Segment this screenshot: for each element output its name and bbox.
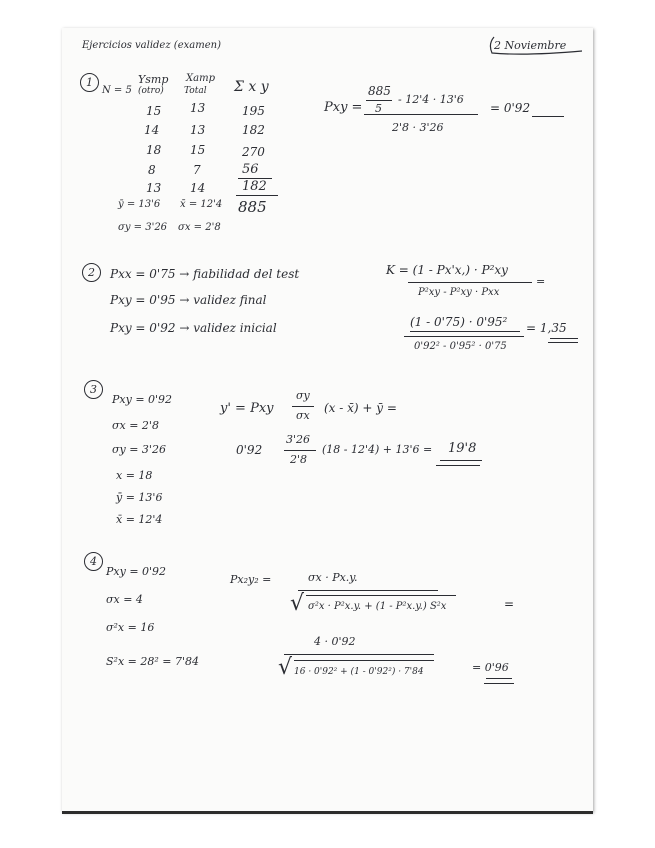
ex1-frac-top: 885 bbox=[368, 84, 391, 98]
ex4-given: S²x = 28² = 7'84 bbox=[106, 655, 199, 668]
ex3-formula-rest: (x - x̄) + ȳ = bbox=[324, 401, 397, 415]
ex2-k-frac-line bbox=[408, 282, 532, 283]
ex1-col-y-subheader: (otro) bbox=[138, 86, 164, 96]
ex3-given: Pxy = 0'92 bbox=[112, 393, 173, 406]
ex4-result-underline-2 bbox=[484, 683, 514, 684]
ex4-sub-sqrt-symbol: √ bbox=[278, 655, 293, 680]
ex4-sub-denominator: 16 · 0'92² + (1 - 0'92²) · 7'84 bbox=[294, 667, 424, 677]
ex4-given: σx = 4 bbox=[106, 593, 143, 606]
ex1-sum-line bbox=[236, 195, 278, 196]
ex1-frac-line bbox=[366, 100, 392, 101]
table-cell: 195 bbox=[242, 104, 265, 118]
ex2-line-2: Pxy = 0'95 → validez final bbox=[110, 293, 267, 307]
ex3-formula-lhs: y' = Pxy bbox=[220, 401, 274, 416]
notebook-page bbox=[62, 28, 593, 812]
ex2-sub-frac-line bbox=[404, 336, 524, 337]
ex2-substituted-denominator: 0'92² - 0'95² · 0'75 bbox=[414, 341, 507, 352]
ex2-line-3: Pxy = 0'92 → validez inicial bbox=[110, 321, 277, 335]
ex2-num-underline bbox=[410, 331, 520, 332]
ex3-result: 19'8 bbox=[448, 441, 477, 456]
ex4-result: = 0'96 bbox=[472, 661, 509, 674]
ex4-result-underline-1 bbox=[486, 678, 512, 679]
table-cell: 13 bbox=[146, 181, 162, 195]
ex1-underline bbox=[238, 178, 272, 179]
ex2-substituted-numerator: (1 - 0'75) · 0'95² bbox=[410, 315, 508, 329]
ex3-given: ȳ = 13'6 bbox=[116, 491, 163, 504]
table-cell: 15 bbox=[190, 143, 206, 157]
ex1-sum-xy: 885 bbox=[238, 198, 267, 216]
table-cell: 13 bbox=[190, 101, 206, 115]
ex2-k-denominator: P²xy - P²xy · Pxx bbox=[418, 287, 500, 298]
ex1-col-y-header: Ysmp bbox=[138, 73, 169, 86]
table-cell: 182 bbox=[242, 179, 267, 194]
ex1-mean-y: ȳ = 13'6 bbox=[118, 199, 161, 210]
ex2-k-numerator: K = (1 - Px'x,) · P²xy bbox=[386, 263, 508, 277]
ex2-k-equals: = bbox=[536, 275, 546, 288]
page-bottom-edge bbox=[62, 811, 593, 814]
ex1-result-underline bbox=[532, 116, 564, 117]
ex2-result-underline-2 bbox=[548, 342, 578, 343]
ex3-result-underline-1 bbox=[440, 460, 482, 461]
ex3-given: σx = 2'8 bbox=[112, 419, 159, 432]
ex4-sub-numerator: 4 · 0'92 bbox=[314, 635, 356, 648]
ex4-given: Pxy = 0'92 bbox=[106, 565, 167, 578]
ex3-result-underline-2 bbox=[436, 465, 480, 466]
ex3-given: x = 18 bbox=[116, 469, 153, 482]
ex2-line-1: Pxx = 0'75 → fiabilidad del test bbox=[110, 267, 300, 281]
date-bracket bbox=[486, 34, 586, 58]
ex1-formula-lhs: Pxy = bbox=[324, 100, 363, 115]
ex1-col-xy-header: Σ x y bbox=[234, 79, 269, 95]
ex1-sigma-y: σy = 3'26 bbox=[118, 222, 168, 233]
ex4-formula-numerator: σx · Px.y. bbox=[308, 571, 358, 584]
ex1-mean-x: x̄ = 12'4 bbox=[180, 199, 223, 210]
table-cell: 7 bbox=[193, 163, 201, 177]
ex4-sqrt-bar bbox=[306, 595, 456, 596]
ex4-formula-equals: = bbox=[504, 597, 515, 611]
ex3-sub-frac-line bbox=[284, 450, 316, 451]
ex1-frac-bottom: 5 bbox=[375, 102, 382, 115]
ex4-sub-frac-line bbox=[284, 654, 434, 655]
ex4-frac-line bbox=[298, 590, 438, 591]
page-title: Ejercicios validez (examen) bbox=[82, 40, 221, 51]
page-date: 2 Noviembre bbox=[494, 39, 567, 52]
ex1-num-rest: - 12'4 · 13'6 bbox=[398, 93, 464, 106]
table-cell: 8 bbox=[148, 163, 156, 177]
ex4-formula-lhs: Px₂y₂ = bbox=[230, 573, 272, 586]
exercise-3-number: 3 bbox=[84, 380, 103, 399]
ex1-denominator: 2'8 · 3'26 bbox=[392, 121, 444, 134]
table-cell: 18 bbox=[146, 143, 162, 157]
table-cell: 182 bbox=[242, 123, 265, 137]
exercise-4-number: 4 bbox=[84, 552, 103, 571]
ex3-frac-line bbox=[292, 406, 314, 407]
ex3-given: σy = 3'26 bbox=[112, 443, 166, 456]
ex4-formula-denominator: σ²x · P²x.y. + (1 - P²x.y.) S²x bbox=[308, 601, 447, 612]
ex3-frac-top: σy bbox=[296, 389, 310, 402]
ex1-col-x-header: Xamp bbox=[186, 73, 215, 84]
table-cell: 270 bbox=[242, 145, 265, 159]
ex1-col-x-subheader: Total bbox=[184, 86, 207, 96]
ex3-sub-coefficient: 0'92 bbox=[236, 443, 263, 457]
ex3-sub-frac-top: 3'26 bbox=[286, 433, 311, 446]
table-cell: 15 bbox=[146, 104, 162, 118]
ex4-sub-sqrt-bar bbox=[294, 660, 434, 661]
ex1-main-frac-line bbox=[364, 114, 478, 115]
table-cell: 14 bbox=[144, 123, 160, 137]
ex1-result: = 0'92 bbox=[490, 101, 531, 115]
exercise-1-number: 1 bbox=[80, 73, 99, 92]
table-cell: 13 bbox=[190, 123, 206, 137]
ex3-sub-rest: (18 - 12'4) + 13'6 = bbox=[322, 443, 433, 456]
ex4-sqrt-symbol: √ bbox=[290, 591, 305, 616]
ex1-sigma-x: σx = 2'8 bbox=[178, 222, 221, 233]
table-cell: 14 bbox=[190, 181, 206, 195]
ex3-given: x̄ = 12'4 bbox=[116, 513, 163, 526]
ex2-k-result: = 1,35 bbox=[526, 321, 567, 335]
table-cell: 56 bbox=[242, 162, 259, 177]
ex3-frac-bottom: σx bbox=[296, 409, 310, 422]
ex3-sub-frac-bottom: 2'8 bbox=[290, 453, 308, 466]
ex1-n-label: N = 5 bbox=[102, 85, 132, 96]
exercise-2-number: 2 bbox=[82, 263, 101, 282]
ex2-result-underline-1 bbox=[550, 338, 578, 339]
ex4-given: σ²x = 16 bbox=[106, 621, 155, 634]
